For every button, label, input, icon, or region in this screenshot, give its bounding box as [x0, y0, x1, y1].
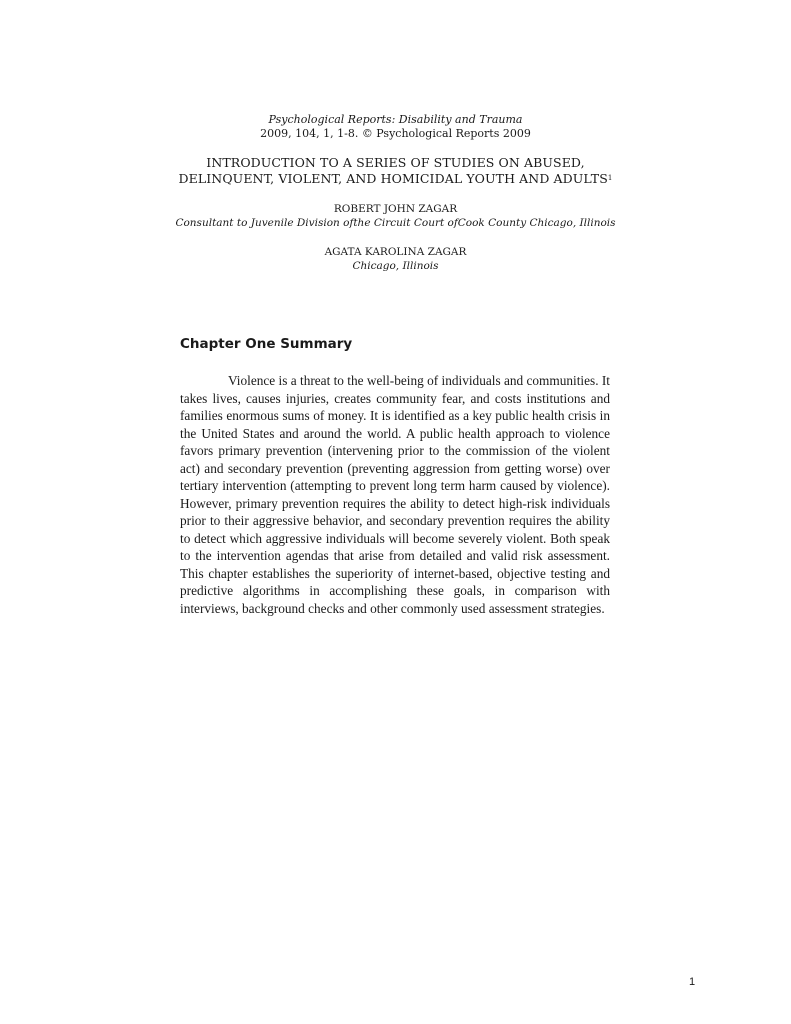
title-line-1: INTRODUCTION TO A SERIES OF STUDIES ON ABUSED, — [206, 155, 585, 170]
author-name: AGATA KAROLINA ZAGAR — [324, 246, 467, 258]
footnote-marker: 1 — [607, 174, 613, 182]
section-heading: Chapter One Summary — [180, 336, 353, 352]
summary-paragraph: Violence is a threat to the well-being of individuals and communities. It takes lives, causes injuries, creates community fear, and costs institutions and families enormous sums of money. It is identified as a key public health crisis in the United States and around the world. A public health approach to violence favors primary prevention (intervening prior to the commission of the violent act) and secondary prevention (preventing aggression from getting worse) over tertiary intervention (attempting to prevent long term harm caused by violence). However, primary prevention requires the ability to detect high-risk individuals prior to their aggressive behavior, and secondary prevention requires the ability to detect which aggressive individuals will become severely violent. Both speak to the intervention agendas that arise from detailed and valid risk assessment. This chapter establishes the superiority of internet-based, objective testing and predictive algorithms in accomplishing these goals, in comparison with interviews, background checks and other commonly used assessment strategies. — [180, 373, 610, 616]
citation: 2009, 104, 1, 1-8. © Psychological Reports 2009 — [260, 127, 531, 140]
page-number: 1 — [689, 976, 696, 988]
author-name: ROBERT JOHN ZAGAR — [333, 203, 458, 215]
title-line-2 — [0, 171, 791, 187]
journal-name: Psychological Reports: Disability and Trauma — [268, 113, 523, 126]
author-affiliation: Chicago, Illinois — [352, 260, 439, 272]
author-affiliation: Consultant to Juvenile Division ofthe Circuit Court ofCook County Chicago, Illinois — [175, 217, 616, 229]
title-line-2-text: DELINQUENT, VIOLENT, AND HOMICIDAL YOUTH AND ADULTS — [178, 171, 608, 186]
article-title — [0, 155, 791, 187]
